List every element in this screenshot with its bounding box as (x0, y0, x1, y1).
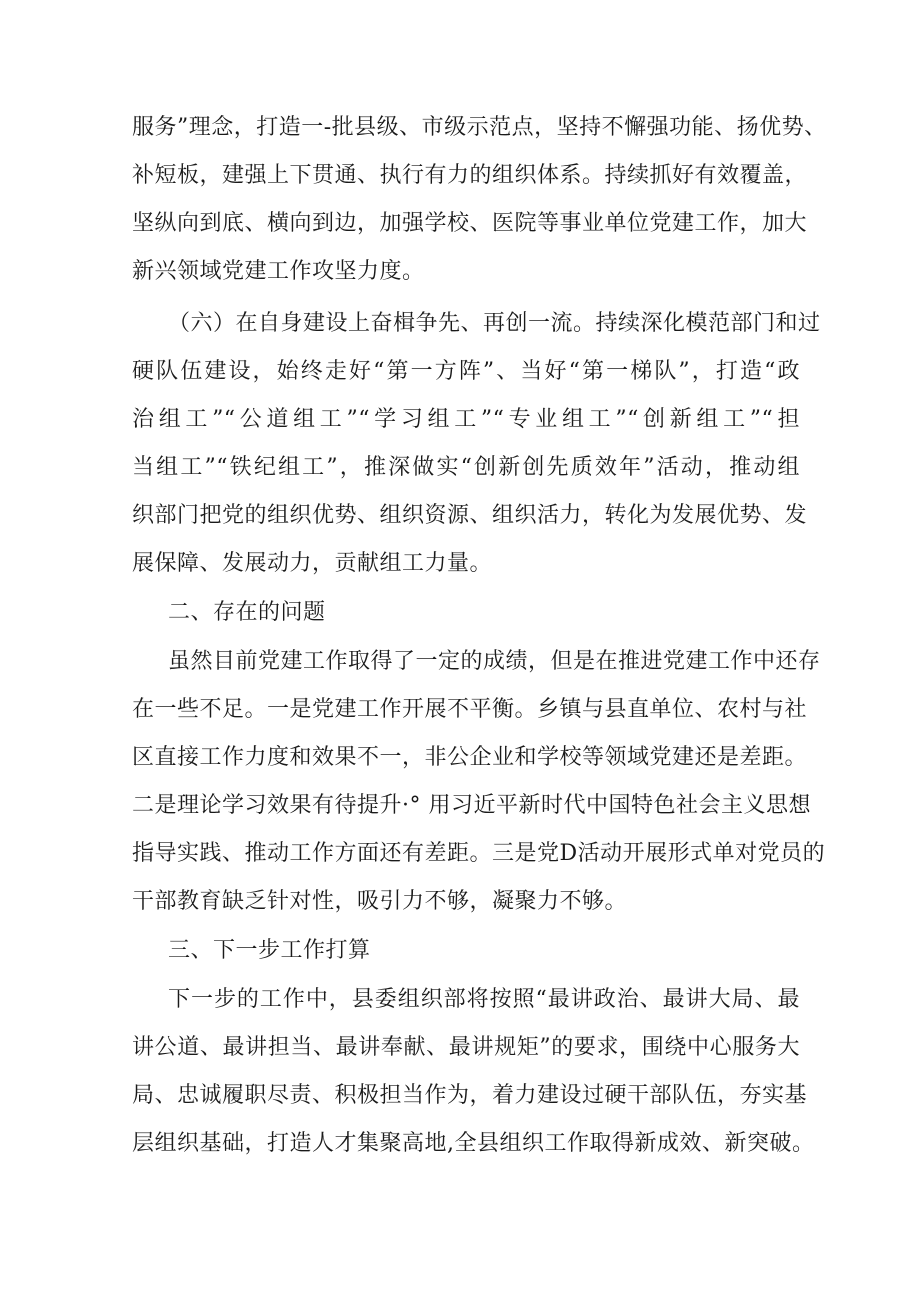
paragraph-line: 硬队伍建设，始终走好“第一方阵”、当好“第一梯队”，打造“政 (132, 359, 800, 384)
paragraph-line: 区直接工作力度和效果不一，非公企业和学校等领域党建还是差距。 (132, 745, 808, 770)
paragraph-line: 织部门把党的组织优势、组织资源、组织活力，转化为发展优势、发 (132, 503, 808, 528)
paragraph-line: 展保障、发展动力，贡献组工力量。 (132, 551, 493, 576)
paragraph-line: 虽然目前党建工作取得了一定的成绩，但是在推进党建工作中还存 (168, 649, 821, 674)
paragraph-line: 当组工”“铁纪组工”，推深做实“创新创先质效年”活动，推动组 (132, 455, 800, 480)
paragraph-line: 下一步的工作中，县委组织部将按照“最讲政治、最讲大局、最 (168, 987, 800, 1012)
paragraph-line: 坚纵向到底、横向到边，加强学校、医院等事业单位党建工作，加大 (132, 211, 808, 236)
paragraph-line: 局、忠诚履职尽责、积极担当作为，着力建设过硬干部队伍，夯实基 (132, 1083, 808, 1108)
paragraph-line: 服务”理念，打造一-批县级、市级示范点，坚持不懈强功能、扬优势、 (132, 115, 827, 140)
paragraph-problems (132, 638, 826, 926)
paragraph-service-concept (132, 104, 827, 296)
paragraph-line: 在一些不足。一是党建工作开展不平衡。乡镇与县直单位、农村与社 (132, 697, 808, 722)
paragraph-line: 新兴领域党建工作攻坚力度。 (132, 259, 425, 284)
paragraph-line: 补短板，建强上下贯通、执行有力的组织体系。持续抓好有效覆盖， (132, 163, 808, 188)
paragraph-self-construction (132, 300, 821, 588)
paragraph-line: 二是理论学习效果有待提升·° 用习近平新时代中国特色社会主义思想 (132, 793, 811, 818)
paragraph-line: 指导实践、推动工作方面还有差距。三是党D活动开展形式单对党员的 (132, 841, 826, 866)
paragraph-line: 讲公道、最讲担当、最讲奉献、最讲规矩”的要求，围绕中心服务大 (132, 1035, 800, 1060)
paragraph-line: （六）在自身建设上奋楫争先、再创一流。持续深化模范部门和过 (168, 311, 821, 336)
section-heading-problems: 二、存在的问题 (168, 600, 326, 625)
paragraph-line: 干部教育缺乏针对性，吸引力不够，凝聚力不够。 (132, 889, 628, 914)
section-heading-next-steps: 三、下一步工作打算 (168, 938, 371, 963)
paragraph-line: 层组织基础，打造人才集聚高地,全县组织工作取得新成效、新突破。 (132, 1131, 815, 1156)
paragraph-line: 治组工”“公道组工”“学习组工”“专业组工”“创新组工”“担 (132, 407, 800, 432)
paragraph-next-steps (132, 976, 815, 1168)
